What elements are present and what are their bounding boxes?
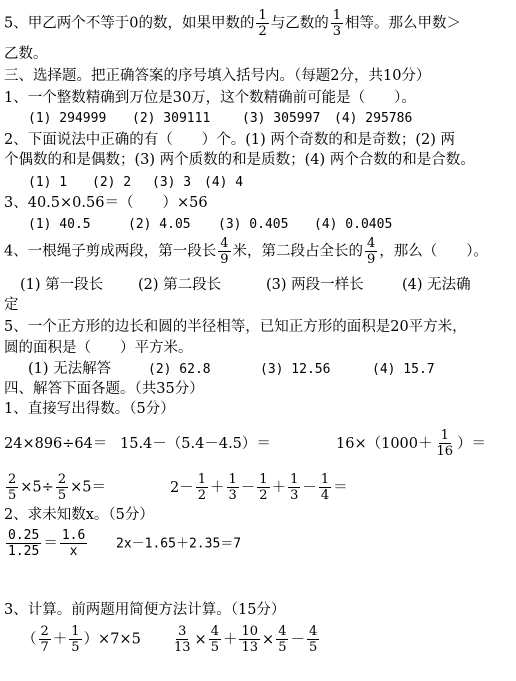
simplify-row xyxy=(22,624,321,655)
mc-q4-options-line2: 定 xyxy=(4,297,19,313)
mc-q3-stem: 3、40.5×0.56＝（ ）×56 xyxy=(4,195,208,211)
option: (3) 3 xyxy=(152,175,192,190)
part2-title: 2、求未知数x。（5分） xyxy=(4,507,154,523)
equation: $\frac{0.25}{1.25}$ ＝ $\frac{1.6}{x}$ xyxy=(8,528,86,559)
mc-q4-options xyxy=(20,275,471,295)
fraction: $\frac{4}{9}$ xyxy=(367,236,376,267)
equation-row xyxy=(4,528,241,559)
judge-q5-text: 5、甲乙两个不等于0的数，如果甲数的 xyxy=(4,15,255,32)
mc-q1-stem: 1、一个整数精确到万位是30万，这个数精确前可能是（ ）。 xyxy=(4,90,416,106)
option: (1) 40.5 xyxy=(28,217,91,232)
option: (4) 4 xyxy=(204,175,244,190)
option: (2) 4.05 xyxy=(128,217,191,232)
fraction: $\frac{0.25}{1.25}$ xyxy=(8,528,40,559)
mc-q3-options xyxy=(28,214,392,235)
fraction: $\frac{1.6}{x}$ xyxy=(61,528,86,559)
fraction: $\frac{1}{2}$ xyxy=(258,8,267,39)
mc-q2-options xyxy=(28,172,243,193)
calc-row2 xyxy=(4,472,348,503)
fraction: $\frac{1}{16}$ xyxy=(436,428,454,459)
part3-title: 3、计算。前两题用简便方法计算。（15分） xyxy=(4,602,286,618)
section3-title: 三、选择题。把正确答案的序号填入括号内。（每题2分，共10分） xyxy=(4,68,431,84)
option: (3) 0.405 xyxy=(218,217,289,232)
option: (2) 2 xyxy=(92,175,132,190)
expression: （ $\frac{2}{7}$ ＋ $\frac{1}{5}$ ）×7×5 xyxy=(22,624,141,655)
expression: 16×（1000＋ $\frac{1}{16}$ ）＝ xyxy=(336,428,487,459)
option: (3) 12.56 xyxy=(260,362,331,377)
expression: $\frac{3}{13}$ × $\frac{4}{5}$ ＋ $\frac{10}{13}$ × $\frac{4}{5}$ － $\frac{4}{5}$ xyxy=(174,624,318,655)
mc-q5-stem-line2: 圆的面积是（ ）平方米。 xyxy=(4,340,193,356)
option: (2) 62.8 xyxy=(148,362,211,377)
mc-q2-stem-line2: 个偶数的和是偶数；(3) 两个质数的和是质数；(4) 两个合数的和是合数。 xyxy=(4,152,475,168)
option: (2) 309111 xyxy=(132,111,211,126)
option: (4) 无法确 xyxy=(402,277,471,293)
mc-q4-stem: 4、一根绳子剪成两段，第一段长 $\frac{4}{9}$ 米，第二段占全长的 $\frac{4}{9}$ ，那么（ ）。 xyxy=(4,236,489,267)
judge-q5-line2: 乙数。 xyxy=(4,46,48,62)
mc-q5-options xyxy=(28,359,435,380)
equation: 2x－1.65＋2.35＝7 xyxy=(116,536,242,552)
fraction: $\frac{4}{9}$ xyxy=(220,236,229,267)
calc-row1 xyxy=(4,428,486,459)
mc-q5-stem-line1: 5、一个正方形的边长和圆的半径相等，已知正方形的面积是20平方米， xyxy=(4,319,467,335)
expression: 2－ $\frac{1}{2}$ ＋ $\frac{1}{3}$ － $\frac{1}{2}$ ＋ $\frac{1}{3}$ － $\frac{1}{4}$ ＝ xyxy=(170,472,348,503)
option: (3) 两段一样长 xyxy=(266,277,364,293)
option: (1) 294999 xyxy=(28,111,107,126)
fraction: $\frac{1}{3}$ xyxy=(332,8,342,39)
judge-q5-line1: 5、甲乙两个不等于0的数，如果甲数的 $\frac{1}{2}$ 与乙数的 $\frac{1}{3}$ 相等。那么甲数＞ xyxy=(4,8,462,39)
option: (1) 第一段长 xyxy=(20,277,104,293)
option: (4) 0.0405 xyxy=(314,217,393,232)
section4-title: 四、解答下面各题。（共35分） xyxy=(4,381,204,397)
option: (3) 305997 xyxy=(242,111,321,126)
expression: $\frac{2}{5}$ ×5÷ $\frac{2}{5}$ ×5＝ xyxy=(8,472,106,503)
option: (1) 无法解答 xyxy=(28,361,112,377)
part1-title: 1、直接写出得数。（5分） xyxy=(4,401,175,417)
expression: 15.4－（5.4－4.5）＝ xyxy=(120,435,271,452)
expression: 24×896÷64＝ xyxy=(4,435,108,452)
mc-q1-options xyxy=(28,108,412,129)
mc-q2-stem-line1: 2、下面说法中正确的有（ ）个。(1) 两个奇数的和是奇数；(2) 两 xyxy=(4,132,456,148)
option: (4) 295786 xyxy=(334,111,413,126)
option: (4) 15.7 xyxy=(372,362,435,377)
option: (2) 第二段长 xyxy=(138,277,222,293)
option: (1) 1 xyxy=(28,175,68,190)
